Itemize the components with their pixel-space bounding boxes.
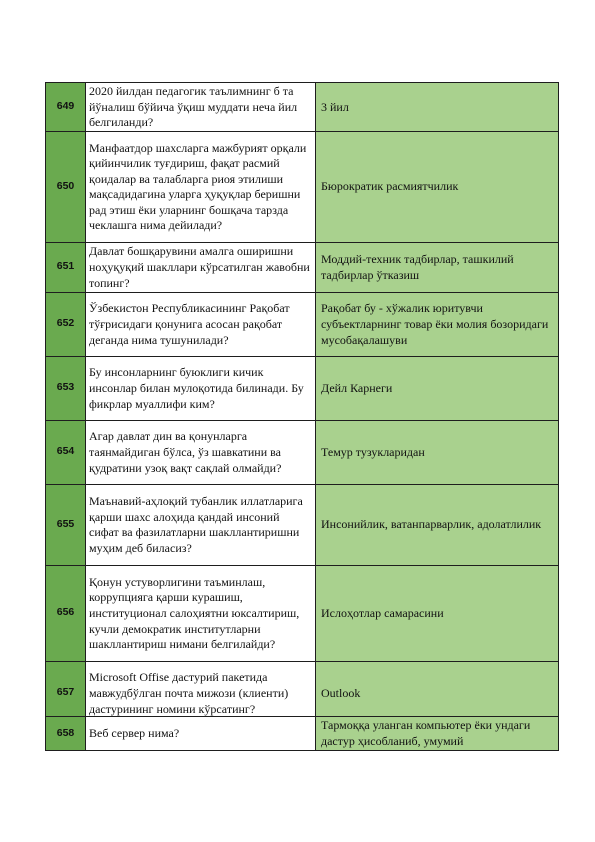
- table-row: [46, 356, 559, 420]
- question-text: Манфаатдор шахсларга мажбурият орқали қийинчилик туғдириш, фақат расмий қоидалар ва талабларга риоя этилиши мақсадидагина уларга ҳуқуқлар беришни рад этиш ёки уларнинг бошқача тарзда чеклашга нима дейилади?: [86, 131, 316, 242]
- answer-text: Рақобат бу - хўжалик юритувчи субъектларнинг товар ёки молия бозоридаги мусобақалашуви: [316, 292, 559, 356]
- question-text: Маънавий-аҳлоқий тубанлик иллатларига қарши шахс алоҳида қандай инсоний сифат ва фазилатларни шакллантиришни муҳим деб биласиз?: [86, 484, 316, 565]
- table-row: [46, 292, 559, 356]
- question-number: 650: [46, 131, 86, 242]
- answer-text: Ислоҳотлар самарасини: [316, 565, 559, 661]
- answer-text: Инсонийлик, ватанпарварлик, адолатлилик: [316, 484, 559, 565]
- question-table-continued: [45, 716, 559, 751]
- question-table: [45, 82, 559, 726]
- answer-text: Темур тузукларидан: [316, 420, 559, 484]
- question-text: Агар давлат дин ва қонунларга таянмайдиган бўлса, ўз шавкатини ва қудратини узоқ вақт сақлай олмайди?: [86, 420, 316, 484]
- answer-text: Outlook: [316, 661, 559, 725]
- table-row: [46, 717, 559, 751]
- answer-text: Бюрократик расмиятчилик: [316, 131, 559, 242]
- question-number: 653: [46, 356, 86, 420]
- question-number: 652: [46, 292, 86, 356]
- question-text: Ўзбекистон Республикасининг Рақобат тўғрисидаги қонунига асосан рақобат деганда нима тушунилади?: [86, 292, 316, 356]
- table-row: [46, 83, 559, 132]
- question-text: Қонун устуворлигини таъминлаш, коррупцияга қарши курашиш, институционал салоҳиятни юксалтириш, кучли демократик институтларни шакллантириш нимани белгилайди?: [86, 565, 316, 661]
- question-number: 654: [46, 420, 86, 484]
- table-row: [46, 565, 559, 661]
- table-row: [46, 242, 559, 292]
- answer-text: 3 йил: [316, 83, 559, 132]
- question-number: 649: [46, 83, 86, 132]
- question-text: Веб сервер нима?: [86, 717, 316, 751]
- table-row: [46, 420, 559, 484]
- table-row: [46, 484, 559, 565]
- question-text: Давлат бошқарувини амалга оширишни ноҳуқуқий шакллари кўрсатилган жавобни топинг?: [86, 242, 316, 292]
- question-text: 2020 йилдан педагогик таълимнинг б та йўналиш бўйича ўқиш муддати неча йил белгиланди?: [86, 83, 316, 132]
- question-text: Бу инсонларнинг буюклиги кичик инсонлар билан мулоқотида билинади. Бу фикрлар муаллифи ким?: [86, 356, 316, 420]
- answer-text: Дейл Карнеги: [316, 356, 559, 420]
- answer-text: Моддий-техник тадбирлар, ташкилий тадбирлар ўтказиш: [316, 242, 559, 292]
- question-text: Microsoft Offise дастурий пакетида мавжудбўлган почта мижози (клиенти) дастурининг номини кўрсатинг?: [86, 661, 316, 725]
- question-number: 655: [46, 484, 86, 565]
- question-number: 657: [46, 661, 86, 725]
- question-number: 658: [46, 717, 86, 751]
- question-number: 656: [46, 565, 86, 661]
- answer-text: Тармоққа уланган компьютер ёки ундаги дастур ҳисобланиб, умумий: [316, 717, 559, 751]
- question-number: 651: [46, 242, 86, 292]
- table-row: [46, 131, 559, 242]
